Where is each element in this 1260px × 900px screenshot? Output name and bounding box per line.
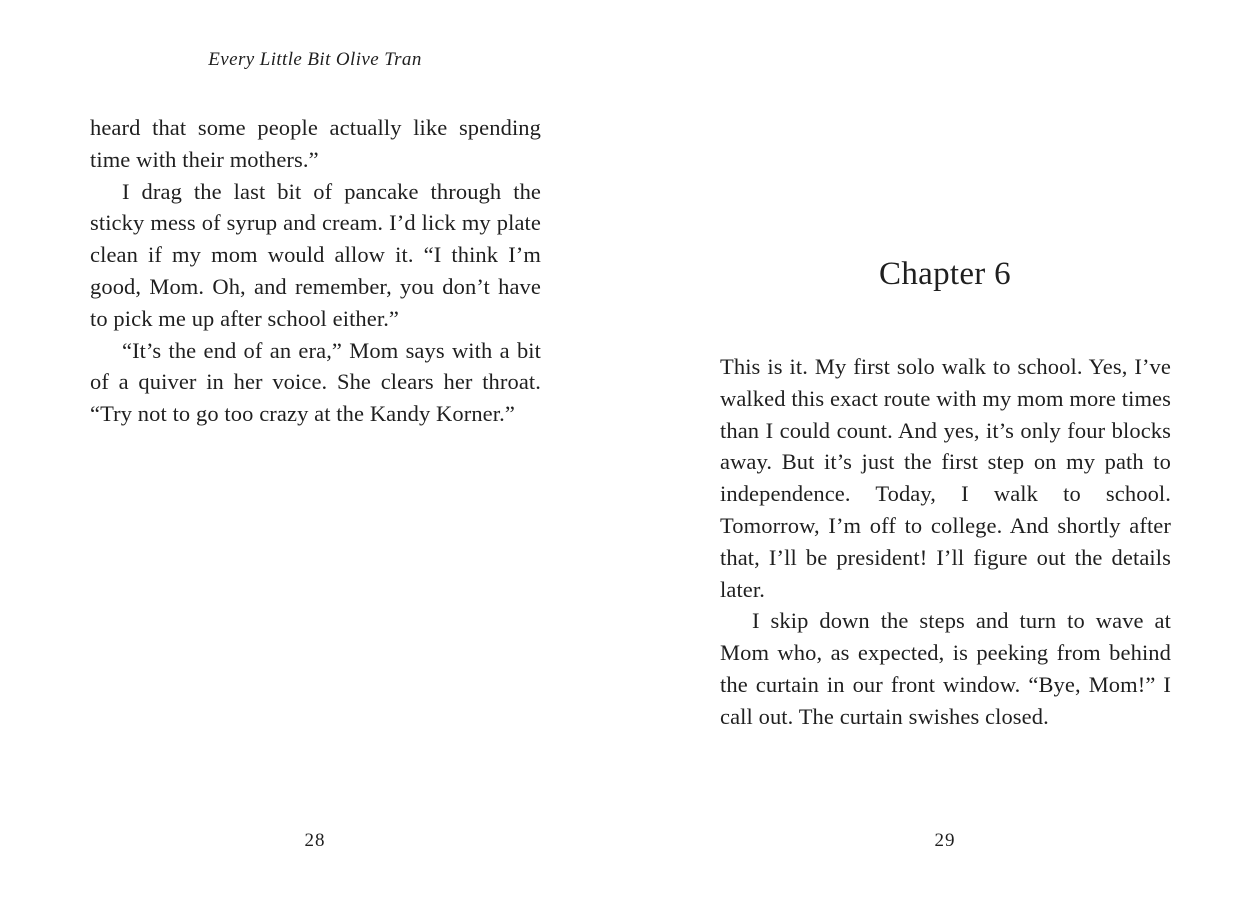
right-page bbox=[630, 0, 1260, 900]
left-page-body bbox=[90, 112, 541, 430]
chapter-title: Chapter 6 bbox=[879, 256, 1011, 292]
right-page-body bbox=[720, 351, 1171, 733]
page-number-left: 28 bbox=[304, 830, 326, 851]
paragraph: I drag the last bit of pancake through the sticky mess of syrup and cream. I’d lick my plate clean if my mom would allow it. “I think I’m good, Mom. Oh, and remember, you don’t have to pick me up after school either.” bbox=[90, 178, 541, 331]
paragraph-chapter-opening: This is it. My first solo walk to school. Yes, I’ve walked this exact route with my mom more times than I could count. And yes, it’s only four blocks away. But it’s just the first step on my path to independence. Today, I walk to school. Tomorrow, I’m off to college. And shortly after that, I’ll be president! I’ll figure out the details later. bbox=[720, 354, 1171, 602]
paragraph: I skip down the steps and turn to wave at Mom who, as expected, is peeking from behind the curtain in our front window. “Bye, Mom!” I call out. The curtain swishes closed. bbox=[720, 608, 1171, 729]
paragraph: “It’s the end of an era,” Mom says with a bit of a quiver in her voice. She clears her throat. “Try not to go too crazy at the Kandy Korner.” bbox=[90, 337, 541, 427]
running-header: Every Little Bit Olive Tran bbox=[208, 49, 422, 70]
paragraph-continuation: heard that some people actually like spending time with their mothers.” bbox=[90, 115, 541, 172]
page-number-right: 29 bbox=[934, 830, 956, 851]
